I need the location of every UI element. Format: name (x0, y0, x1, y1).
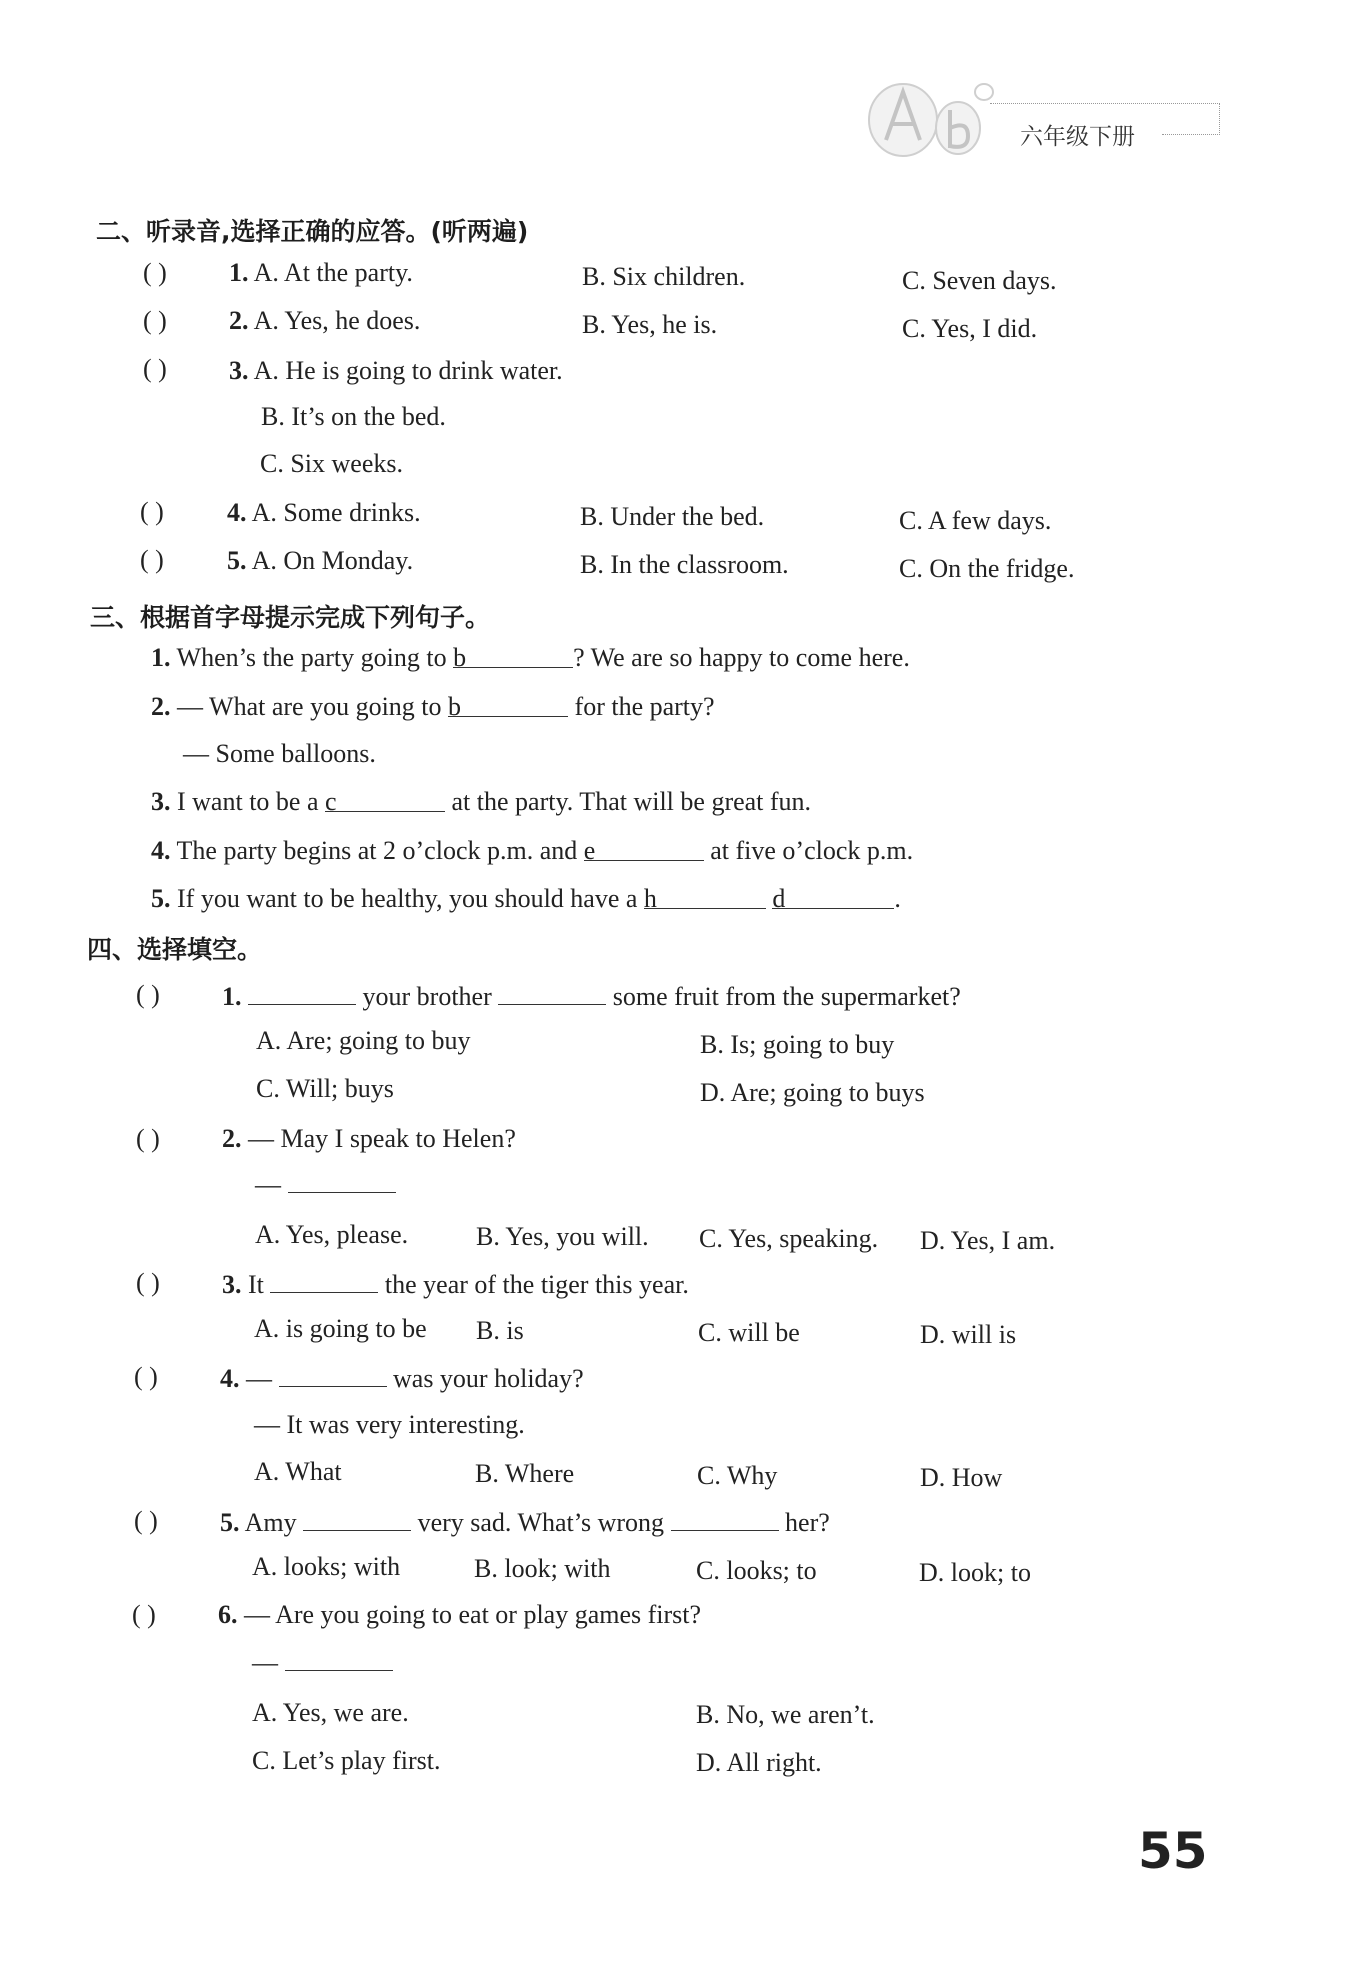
sentence-text: The party begins at 2 o’clock p.m. and (176, 836, 578, 865)
sentence-text: I want to be a (177, 787, 319, 816)
question-number: 4. (227, 498, 247, 527)
s4-q6-stem (218, 1600, 701, 1630)
s4-q2-stem (222, 1124, 516, 1154)
question-number: 2. (229, 306, 249, 335)
s4-q1-stem (222, 980, 961, 1012)
s4-q4-stem (220, 1362, 584, 1394)
s2-q4-c: C. A few days. (899, 506, 1052, 535)
stem-text: It (248, 1270, 264, 1299)
fill-blank[interactable] (285, 1646, 393, 1671)
sentence-text: If you want to be healthy, you should have a (177, 884, 638, 913)
answer-paren[interactable]: ( ) (143, 258, 167, 287)
option-a: A. Some drinks. (251, 498, 421, 527)
s4-q3-b: B. is (476, 1316, 524, 1345)
fill-blank[interactable] (325, 787, 445, 816)
first-letter-hint: h (643, 884, 657, 913)
question-number: 1. (222, 982, 242, 1011)
question-number: 5. (227, 546, 247, 575)
s3-sentence-2 (151, 692, 715, 722)
s2-q3-a (229, 356, 563, 386)
first-letter-hint: d (772, 884, 786, 913)
fill-blank[interactable] (270, 1268, 378, 1293)
fill-blank[interactable] (583, 836, 704, 865)
grade-label: 六年级下册 (1020, 124, 1135, 150)
first-letter-hint: e (583, 836, 596, 865)
s4-q3-c: C. will be (698, 1318, 800, 1347)
s3-sentence-4 (151, 836, 913, 866)
s2-q1-row (143, 258, 167, 288)
s4-q5-b: B. look; with (474, 1554, 611, 1583)
s2-q2-b: B. Yes, he is. (582, 310, 718, 339)
s3-sentence-1 (151, 643, 910, 673)
logo-icon (858, 70, 998, 160)
section-2-title: 二、听录音,选择正确的应答。(听两遍) (96, 217, 529, 246)
s4-q3-stem (222, 1268, 689, 1300)
stem-text: the year of the tiger this year. (384, 1270, 689, 1299)
question-number: 3. (222, 1270, 242, 1299)
s4-q4-paren[interactable]: ( ) (134, 1362, 158, 1391)
s4-q5-paren[interactable]: ( ) (134, 1506, 158, 1535)
fill-blank[interactable] (448, 692, 568, 721)
s3-sentence-3 (151, 787, 811, 817)
s4-q4-reply: — It was very interesting. (254, 1410, 525, 1439)
dash: — (246, 1364, 272, 1393)
s2-q1-a (229, 258, 413, 288)
s4-q6-d: D. All right. (696, 1748, 822, 1777)
stem-text: your brother (362, 982, 492, 1011)
s2-q4-a (227, 498, 421, 528)
question-number: 4. (220, 1364, 240, 1393)
s2-q5-b: B. In the classroom. (580, 550, 789, 579)
header-logo (858, 70, 998, 160)
stem-text: — Are you going to eat or play games first? (244, 1600, 702, 1629)
s2-q5-a (227, 546, 413, 576)
sentence-text: for the party? (574, 692, 715, 721)
stem-text: Amy (244, 1508, 297, 1537)
s2-q2-paren[interactable]: ( ) (143, 306, 167, 335)
s4-q6-c: C. Let’s play first. (252, 1746, 441, 1775)
s2-q1-b: B. Six children. (582, 262, 746, 291)
question-number: 1. (151, 643, 171, 672)
s4-q1-d: D. Are; going to buys (700, 1078, 925, 1107)
dash: — (252, 1648, 278, 1677)
s4-q2-d: D. Yes, I am. (920, 1226, 1056, 1255)
fill-blank[interactable] (498, 980, 606, 1005)
s4-q2-reply (255, 1168, 396, 1200)
question-number: 4. (151, 836, 171, 865)
s3-sentence-5 (151, 884, 901, 914)
header-rule-side (1219, 103, 1220, 135)
s2-q3-paren[interactable]: ( ) (143, 354, 167, 383)
question-number: 5. (151, 884, 171, 913)
s4-q4-d: D. How (920, 1463, 1003, 1492)
page-number: 55 (1138, 1822, 1208, 1880)
s4-q2-a: A. Yes, please. (255, 1220, 409, 1249)
s2-q2-a (229, 306, 420, 336)
sentence-text: — What are you going to (177, 692, 442, 721)
s4-q6-a: A. Yes, we are. (252, 1698, 409, 1727)
question-number: 2. (222, 1124, 242, 1153)
fill-blank[interactable] (303, 1506, 411, 1531)
s4-q3-a: A. is going to be (254, 1314, 427, 1343)
fill-blank[interactable] (772, 884, 894, 913)
stem-text: very sad. What’s wrong (417, 1508, 665, 1537)
s2-q3-b: B. It’s on the bed. (261, 402, 446, 431)
s4-q4-b: B. Where (475, 1459, 575, 1488)
fill-blank[interactable] (279, 1362, 387, 1387)
sentence-text: . (894, 884, 901, 913)
fill-blank[interactable] (248, 980, 356, 1005)
fill-blank[interactable] (671, 1506, 779, 1531)
s4-q2-b: B. Yes, you will. (476, 1222, 649, 1251)
stem-text: — May I speak to Helen? (248, 1124, 516, 1153)
option-a: A. Yes, he does. (253, 306, 421, 335)
s2-q2-c: C. Yes, I did. (902, 314, 1038, 343)
s4-q3-d: D. will is (920, 1320, 1017, 1349)
s3-sentence-2-reply: — Some balloons. (183, 739, 376, 768)
s4-q5-c: C. looks; to (696, 1556, 817, 1585)
s4-q2-c: C. Yes, speaking. (699, 1224, 879, 1253)
sentence-text: at the party. That will be great fun. (451, 787, 812, 816)
question-number: 3. (151, 787, 171, 816)
stem-text: some fruit from the supermarket? (612, 982, 961, 1011)
s2-q3-c: C. Six weeks. (260, 449, 403, 478)
header-rule-bottom (1162, 134, 1220, 135)
header-rule-top (990, 103, 1220, 104)
question-number: 5. (220, 1508, 240, 1537)
dash: — (255, 1170, 281, 1199)
option-a: A. On Monday. (251, 546, 414, 575)
question-number: 2. (151, 692, 171, 721)
question-number: 3. (229, 356, 249, 385)
sentence-text: When’s the party going to (176, 643, 447, 672)
s4-q1-c: C. Will; buys (256, 1074, 394, 1103)
question-number: 1. (229, 258, 249, 287)
s4-q6-paren[interactable]: ( ) (132, 1600, 156, 1629)
first-letter-hint: b (448, 692, 462, 721)
s4-q1-paren[interactable]: ( ) (136, 980, 160, 1009)
sentence-text: at five o’clock p.m. (710, 836, 914, 865)
first-letter-hint: c (325, 787, 337, 816)
stem-text: was your holiday? (393, 1364, 584, 1393)
s2-q4-paren[interactable]: ( ) (140, 497, 164, 526)
s2-q5-c: C. On the fridge. (899, 554, 1075, 583)
first-letter-hint: b (453, 643, 467, 672)
s4-q6-b: B. No, we aren’t. (696, 1700, 875, 1729)
s4-q4-a: A. What (254, 1457, 342, 1486)
s4-q2-paren[interactable]: ( ) (136, 1124, 160, 1153)
s4-q3-paren[interactable]: ( ) (136, 1268, 160, 1297)
s4-q6-reply (252, 1646, 393, 1678)
option-a: A. He is going to drink water. (253, 356, 563, 385)
sentence-text: ? We are so happy to come here. (573, 643, 910, 672)
fill-blank[interactable] (288, 1168, 396, 1193)
fill-blank[interactable] (643, 884, 766, 913)
s4-q1-a: A. Are; going to buy (256, 1026, 471, 1055)
option-a: A. At the party. (253, 258, 413, 287)
s2-q1-c: C. Seven days. (902, 266, 1057, 295)
s4-q5-d: D. look; to (919, 1558, 1031, 1587)
stem-text: her? (785, 1508, 830, 1537)
section-3-title: 三、根据首字母提示完成下列句子。 (90, 603, 491, 632)
s2-q5-paren[interactable]: ( ) (140, 545, 164, 574)
section-4-title: 四、选择填空。 (87, 935, 263, 964)
s4-q5-a: A. looks; with (252, 1552, 401, 1581)
s4-q5-stem (220, 1506, 830, 1538)
s2-q4-b: B. Under the bed. (580, 502, 765, 531)
s4-q4-c: C. Why (697, 1461, 778, 1490)
s4-q1-b: B. Is; going to buy (700, 1030, 895, 1059)
fill-blank[interactable] (453, 643, 573, 672)
question-number: 6. (218, 1600, 238, 1629)
